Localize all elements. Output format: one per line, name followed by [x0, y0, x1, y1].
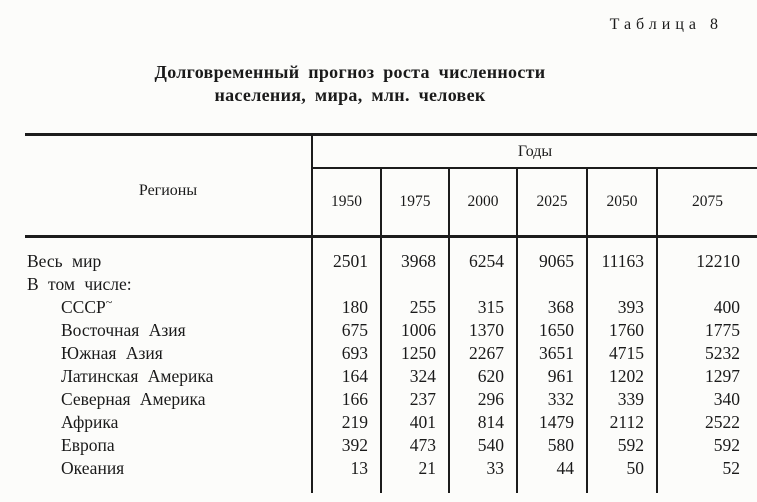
data-table — [25, 133, 757, 493]
table-caption: Таблица 8 — [609, 16, 723, 33]
value-cell: 1250 — [401, 343, 436, 363]
table-title-line1: Долговременный прогноз роста численности — [154, 62, 546, 82]
value-cell: 592 — [617, 435, 644, 455]
year-column-1975 — [382, 238, 450, 493]
region-label-text: В том числе: — [27, 274, 132, 294]
value-cell: 620 — [477, 366, 504, 386]
region-label-text: Южная Азия — [61, 343, 163, 363]
region-label — [25, 250, 311, 273]
value-cell — [518, 273, 586, 296]
value-cell: 296 — [477, 389, 504, 409]
value-cell: 392 — [341, 435, 368, 455]
value-cell: 315 — [477, 297, 504, 317]
region-label — [25, 273, 311, 296]
year-header-3: 2025 — [518, 169, 588, 235]
value-cell: 339 — [617, 389, 644, 409]
value-cell: 9065 — [539, 251, 574, 271]
value-cell: 50 — [626, 458, 644, 478]
value-cell: 1760 — [609, 320, 644, 340]
value-cell — [382, 273, 448, 296]
year-header-0: 1950 — [313, 169, 382, 235]
region-label-text: Африка — [61, 412, 119, 432]
value-cell: 2501 — [333, 251, 368, 271]
value-cell: 4715 — [609, 343, 644, 363]
value-cell — [658, 273, 757, 296]
value-cell: 3651 — [539, 343, 574, 363]
region-label — [25, 319, 311, 342]
year-header-5: 2075 — [692, 193, 723, 210]
value-cell: 1297 — [705, 366, 740, 386]
year-header-2: 2000 — [450, 169, 518, 235]
value-cell: 1370 — [469, 320, 504, 340]
year-column-2025 — [518, 238, 588, 493]
value-cell: 368 — [547, 297, 574, 317]
years-group-header: Годы — [313, 136, 757, 169]
value-cell: 580 — [547, 435, 574, 455]
value-cell — [450, 273, 516, 296]
region-label-text: Восточная Азия — [61, 320, 186, 340]
value-cell: 814 — [477, 412, 504, 432]
region-label — [25, 434, 311, 457]
value-cell: 2267 — [469, 343, 504, 363]
print-artifact: ~ — [105, 295, 113, 310]
value-cell: 166 — [341, 389, 368, 409]
region-label-text: Океания — [61, 458, 125, 478]
region-label — [25, 411, 311, 434]
value-cell: 540 — [477, 435, 504, 455]
year-column-2075 — [658, 238, 757, 493]
value-cell: 237 — [409, 389, 436, 409]
region-label — [25, 365, 311, 388]
value-cell: 1006 — [401, 320, 436, 340]
value-cell: 324 — [409, 366, 436, 386]
region-label-text: Северная Америка — [61, 389, 206, 409]
value-cell: 21 — [418, 458, 436, 478]
region-label-text: Латинская Америка — [61, 366, 214, 386]
region-label-text: Весь мир — [27, 251, 102, 271]
value-cell: 164 — [341, 366, 368, 386]
value-cell: 33 — [486, 458, 504, 478]
table-title — [20, 61, 680, 107]
region-label-text: Европа — [61, 435, 115, 455]
region-label-text: СССР — [61, 297, 106, 317]
value-cell: 255 — [409, 297, 436, 317]
value-cell: 44 — [556, 458, 574, 478]
value-cell: 2522 — [705, 412, 740, 432]
value-cell: 180 — [341, 297, 368, 317]
year-column-2000 — [450, 238, 518, 493]
value-cell: 2112 — [609, 412, 644, 432]
value-cell: 393 — [617, 297, 644, 317]
value-cell: 340 — [713, 389, 740, 409]
value-cell: 13 — [350, 458, 368, 478]
value-cell: 52 — [722, 458, 740, 478]
value-cell: 6254 — [469, 251, 504, 271]
value-cell: 219 — [341, 412, 368, 432]
value-cell: 1479 — [539, 412, 574, 432]
regions-header-cell: Регионы — [25, 136, 313, 235]
value-cell: 693 — [341, 343, 368, 363]
value-cell: 961 — [547, 366, 574, 386]
value-cell: 401 — [409, 412, 436, 432]
value-cell: 12210 — [696, 251, 740, 271]
value-cell: 675 — [341, 320, 368, 340]
value-cell — [313, 273, 380, 296]
region-label — [25, 342, 311, 365]
value-cell — [588, 273, 656, 296]
value-cell: 3968 — [401, 251, 436, 271]
value-cell: 5232 — [705, 343, 740, 363]
region-label — [25, 457, 311, 480]
value-cell: 1775 — [705, 320, 740, 340]
value-cell: 332 — [547, 389, 574, 409]
year-header-4: 2050 — [588, 169, 658, 235]
year-column-1950 — [313, 238, 382, 493]
year-header-1: 1975 — [382, 169, 450, 235]
value-cell: 473 — [409, 435, 436, 455]
table-title-line2: населения, мира, млн. человек — [214, 85, 486, 105]
value-cell: 592 — [713, 435, 740, 455]
regions-column — [25, 238, 313, 493]
years-header-area — [313, 136, 757, 235]
year-header-row — [313, 169, 757, 235]
value-cell: 400 — [713, 297, 740, 317]
value-cell: 11163 — [601, 251, 644, 271]
region-label — [25, 296, 311, 319]
value-cell: 1202 — [609, 366, 644, 386]
table-header — [25, 136, 757, 238]
value-cell: 1650 — [539, 320, 574, 340]
table-body — [25, 238, 757, 493]
region-label — [25, 388, 311, 411]
year-column-2050 — [588, 238, 658, 493]
